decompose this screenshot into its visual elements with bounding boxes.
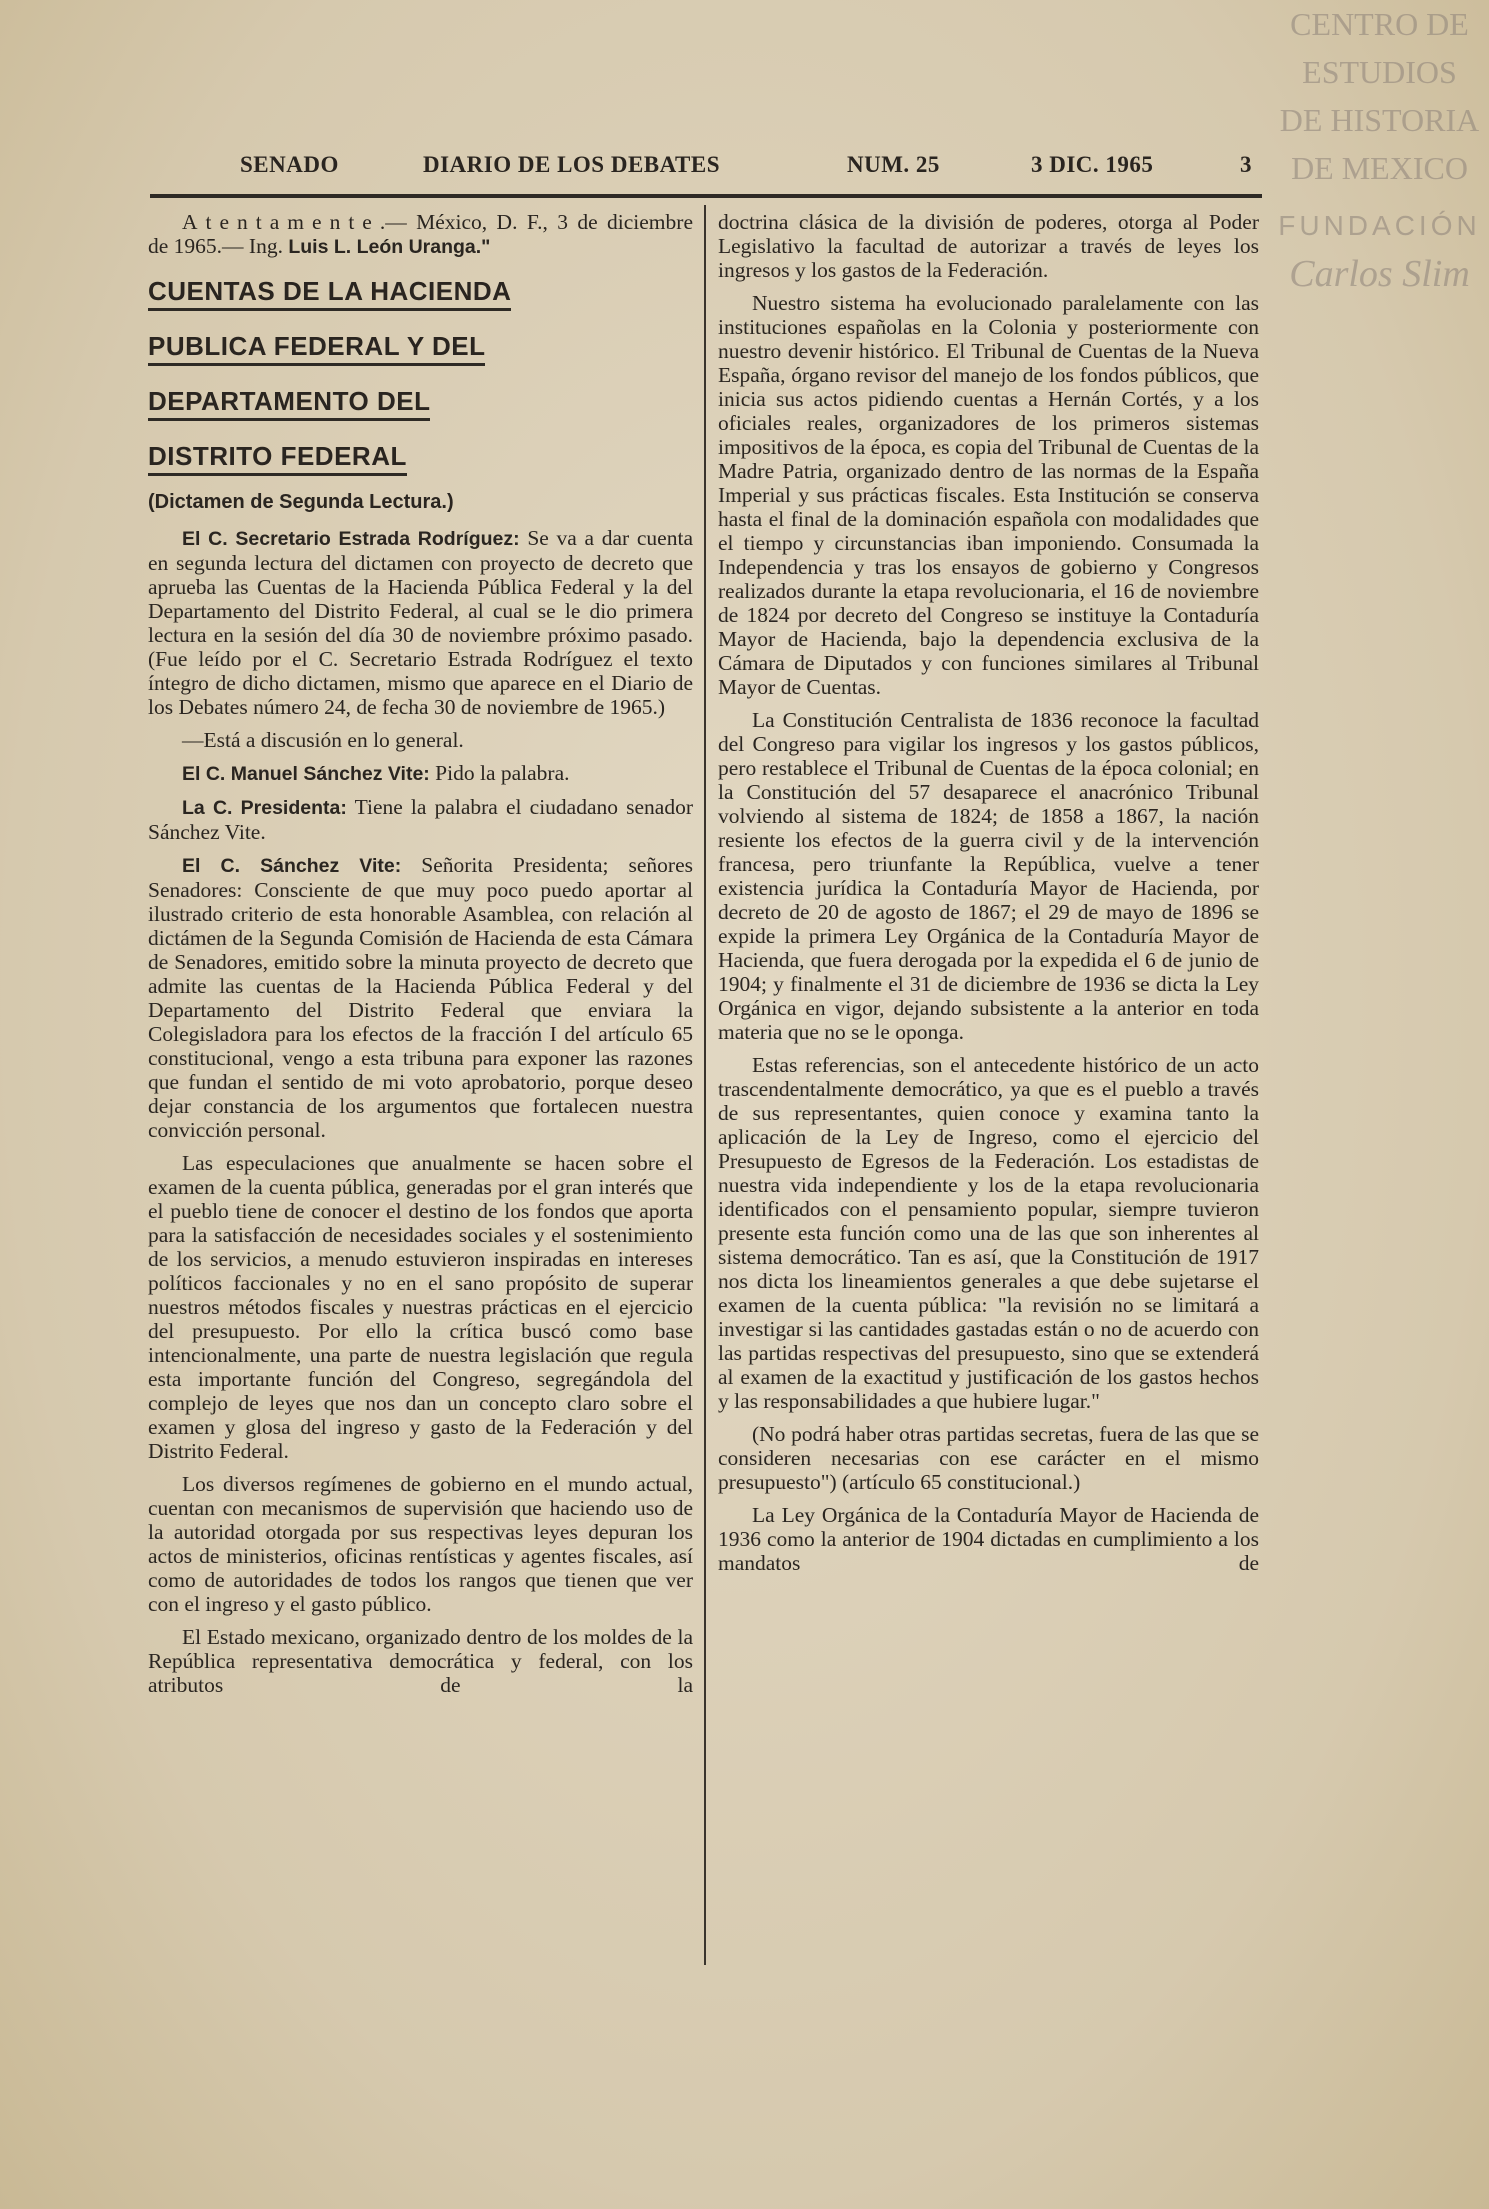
- speech: Pido la palabra.: [429, 761, 570, 785]
- paragraph: (No podrá haber otras partidas secretas, fuera de las que se consideren necesarias con ese carácter en el mismo presupuesto") (artículo 65 constitucional.): [718, 1422, 1259, 1494]
- watermark-text: DE MEXICO: [1291, 150, 1468, 186]
- archive-watermark: [1272, 0, 1487, 380]
- section-title: DISTRITO FEDERAL: [148, 441, 407, 476]
- paragraph: El Estado mexicano, organizado dentro de los moldes de la República representativa democrática y federal, con los atributos de la: [148, 1625, 693, 1697]
- section-title: DEPARTAMENTO DEL: [148, 386, 430, 421]
- paragraph: Estas referencias, son el antecedente histórico de un acto trascendentalmente democrático, ya que es el pueblo a través de sus representantes, quien conoce y examina tanto la aplicación de la Ley de Ingreso, como el ejercicio del Presupuesto de Egresos de la Federación. Los estadistas de nuestra vida independiente y los de la etapa revolucionaria identificados con el pensamiento popular, siempre tuvieron presente esta función como una de las que son inherentes al sistema democrático. Tan es así, que la Constitución de 1917 nos dicta los lineamientos generales a que debe sujetarse el examen de la cuenta pública: "la revisión no se limitará a investigar si las cantidades gastadas están o no de acuerdo con las partidas respectivas del presupuesto, sino que se extenderá al examen de la exactitud y justificación de los gastos hechos y las responsabilidades a que hubiere lugar.": [718, 1053, 1259, 1413]
- watermark-text: ESTUDIOS: [1302, 54, 1457, 90]
- column-divider: [704, 205, 706, 1965]
- closing-text: .— México, D. F., 3 de diciembre de 1965.— Ing.: [148, 210, 693, 258]
- section-subtitle: (Dictamen de Segunda Lectura.): [148, 491, 454, 513]
- header-publication: DIARIO DE LOS DEBATES: [423, 152, 721, 177]
- speaker: El C. Manuel Sánchez Vite:: [182, 763, 430, 785]
- paragraph: [148, 795, 693, 844]
- paragraph: La Ley Orgánica de la Contaduría Mayor de Hacienda de 1936 como la anterior de 1904 dictadas en cumplimiento a los mandatos de: [718, 1503, 1259, 1575]
- section-title: PUBLICA FEDERAL Y DEL: [148, 331, 485, 366]
- paragraph: [148, 526, 693, 719]
- section-title: CUENTAS DE LA HACIENDA: [148, 276, 511, 311]
- closing-word: Atentamente: [182, 210, 380, 234]
- header-date: 3 DIC. 1965: [1031, 152, 1154, 177]
- paragraph: Las especulaciones que anualmente se hacen sobre el examen de la cuenta pública, generadas por el gran interés que el pueblo tiene de conocer el destino de los fondos que aporta para la satisfacción de necesidades sociales y el sostenimiento de los servicios, a menudo estuvieron inspiradas en intereses políticos faccionales y no en el sano propósito de superar nuestros métodos fiscales y nuestras prácticas en el ejercicio del presupuesto. Por ello la crítica buscó como base intencionalmente, una parte de nuestra legislación que regula esta importante función del Congreso, segregándola del complejo de leyes que nos dan un concepto claro sobre el examen y glosa del ingreso y gasto de la Federación y del Distrito Federal.: [148, 1151, 693, 1463]
- speaker: El C. Sánchez Vite:: [182, 855, 402, 877]
- page-header: [150, 152, 1260, 188]
- watermark-text: CENTRO DE: [1290, 6, 1469, 42]
- speaker: La C. Presidenta:: [182, 797, 347, 819]
- header-page-number: 3: [1240, 152, 1252, 177]
- paragraph: [148, 853, 693, 1142]
- watermark-text: FUNDACIÓN: [1278, 210, 1481, 241]
- closing-paragraph: [148, 210, 693, 259]
- speech: Tiene la palabra el ciudadano senador Sánchez Vite.: [148, 795, 694, 844]
- paragraph: Nuestro sistema ha evolucionado paralelamente con las instituciones españolas en la Colonia y posteriormente con nuestro devenir histórico. El Tribunal de Cuentas de la Nueva España, órgano revisor del manejo de los fondos públicos, que inicia sus actos pidiendo cuentas a Hernán Cortés, y a los oficiales reales, organizadores de los primeros sistemas impositivos de la época, es copia del Tribunal de Cuentas de la Madre Patria, organizado dentro de las normas de la España Imperial y sus prácticas fiscales. Esta Institución se conserva hasta el final de la dominación española con modalidades que el tiempo y circunstancias iban imponiendo. Consumada la Independencia y tras los ensayos de gobierno y Congresos realizados durante la etapa revolucionaria, el 16 de noviembre de 1824 por decreto del Congreso se instituye la Contaduría Mayor de Hacienda, bajo la dependencia exclusiva de la Cámara de Diputados y con funciones similares al Tribunal Mayor de Cuentas.: [718, 291, 1259, 699]
- header-section: SENADO: [240, 152, 339, 177]
- watermark-signature: Carlos Slim: [1289, 253, 1470, 295]
- watermark-text: DE HISTORIA: [1279, 102, 1480, 138]
- signer-name: Luis L. León Uranga.": [288, 236, 491, 258]
- paragraph: doctrina clásica de la división de poderes, otorga al Poder Legislativo la facultad de autorizar a través de leyes los ingresos y los gastos de la Federación.: [718, 210, 1259, 282]
- speaker: El C. Secretario Estrada Rodríguez:: [182, 528, 520, 550]
- header-number: NUM. 25: [847, 152, 940, 177]
- speech: Se va a dar cuenta en segunda lectura del dictamen con proyecto de decreto que aprueba las Cuentas de la Hacienda Pública Federal y la del Departamento del Distrito Federal, al cual se le dio primera lectura en la sesión del día 30 de noviembre próximo pasado. (Fue leído por el C. Secretario Estrada Rodríguez el texto íntegro de dicho dictamen, mismo que aparece en el Diario de los Debates número 24, de fecha 30 de noviembre de 1965.): [148, 526, 693, 719]
- speech: Señorita Presidenta; señores Senadores: Consciente de que muy poco puedo aportar al ilustrado criterio de esta honorable Asamblea, con relación al dictámen de la Segunda Comisión de Hacienda de esta Cámara de Senadores, emitido sobre la minuta proyecto de decreto que admite las cuentas de la Hacienda Pública Federal y del Departamento del Distrito Federal que enviara la Colegisladora para los efectos de la fracción I del artículo 65 constitucional, vengo a esta tribuna para exponer las razones que fundan el sentido de mi voto aprobatorio, porque deseo dejar constancia de los argumentos que fortalecen nuestra convicción personal.: [148, 853, 693, 1142]
- right-column: [718, 210, 1259, 1584]
- left-column: [148, 210, 693, 1706]
- paragraph: La Constitución Centralista de 1836 reconoce la facultad del Congreso para vigilar los ingresos y los gastos públicos, pero restablece el Tribunal de Cuentas de la época colonial; en la Constitución del 57 desaparece el anacrónico Tribunal volviendo al sistema de 1824; de 1858 a 1867, la nación resiente los efectos de la guerra civil y de la intervención francesa, pero triunfante la República, vuelve a tener existencia jurídica la Contaduría Mayor de Hacienda, por decreto de 20 de agosto de 1867; el 29 de mayo de 1896 se expide la primera Ley Orgánica de la Contaduría Mayor de Hacienda, que fuera derogada por la expedida el 6 de junio de 1904; y finalmente el 31 de diciembre de 1936 se dicta la Ley Orgánica en vigor, dejando subsistente a la anterior en toda materia que no se le oponga.: [718, 708, 1259, 1044]
- paragraph: —Está a discusión en lo general.: [182, 728, 464, 752]
- paragraph: Los diversos regímenes de gobierno en el mundo actual, cuentan con mecanismos de supervisión que haciendo uso de la autoridad otorgada por sus respectivas leyes depuran los actos de ministerios, oficinas rentísticas y agentes fiscales, así como de autoridades de todos los rangos que tienen que ver con el ingreso y el gasto público.: [148, 1472, 693, 1616]
- header-rule: [150, 194, 1262, 198]
- paragraph: [148, 761, 693, 786]
